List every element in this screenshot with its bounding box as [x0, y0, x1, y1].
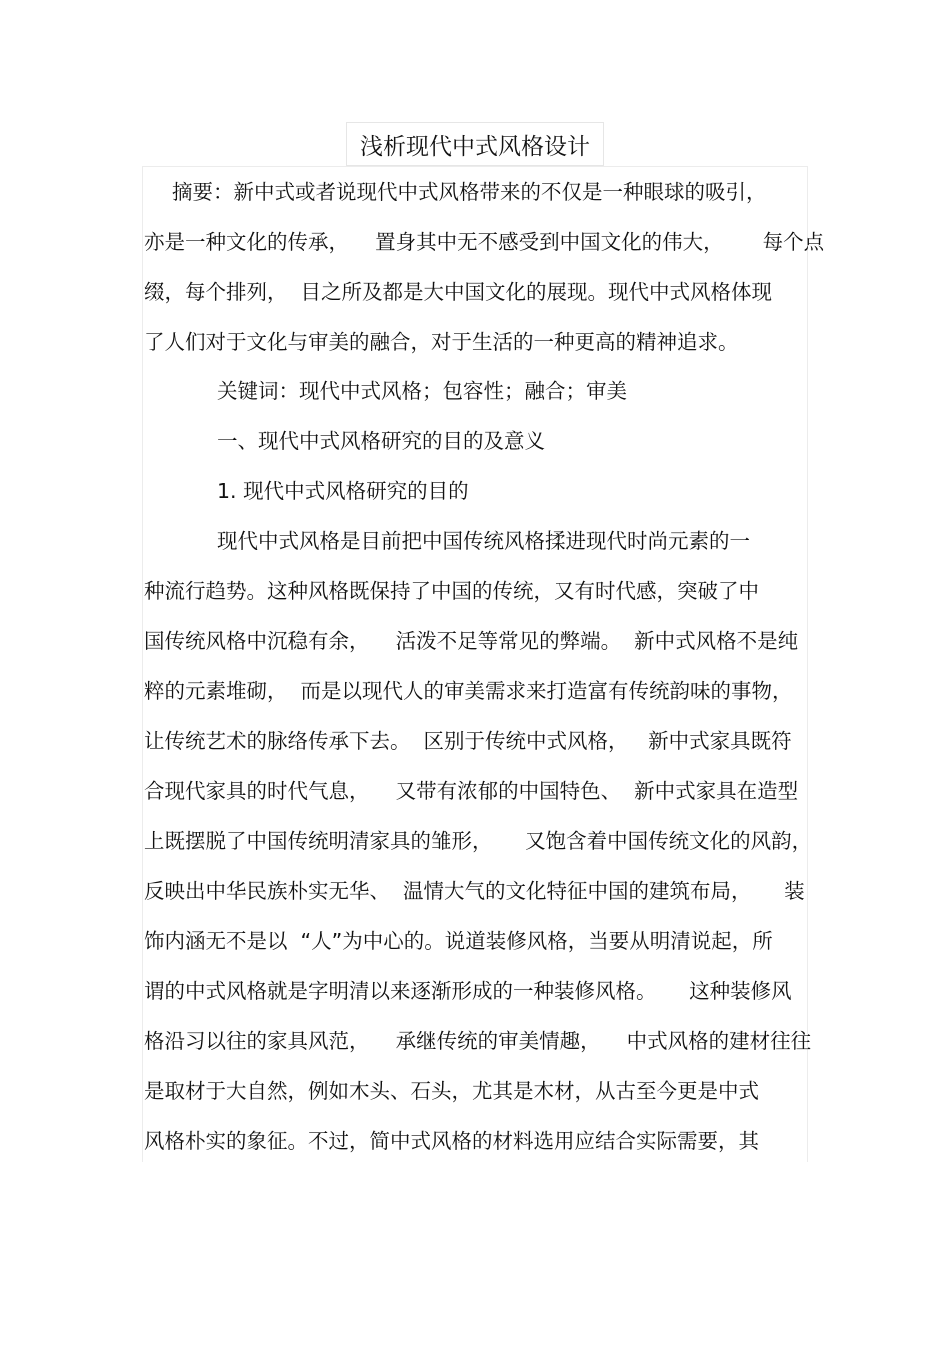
body-line-8: 反映出中华民族朴实无华、 温情大气的文化特征中国的建筑布局， 装 [144, 879, 805, 903]
body-line-13: 风格朴实的象征。不过，简中式风格的材料选用应结合实际需要，其 [144, 1129, 759, 1153]
body-line-7: 上既摆脱了中国传统明清家具的雏形， 又饱含着中国传统文化的风韵， [144, 829, 813, 853]
body-line-4: 粹的元素堆砌， 而是以现代人的审美需求来打造富有传统韵味的事物， [144, 679, 793, 703]
abstract-line-3: 缀，每个排列， 目之所及都是大中国文化的展现。现代中式风格体现 [144, 280, 773, 304]
body-line-5: 让传统艺术的脉络传承下去。 区别于传统中式风格， 新中式家具既符 [144, 729, 792, 753]
body-line-1: 现代中式风格是目前把中国传统风格揉进现代时尚元素的一 [217, 529, 750, 553]
section-heading-1: 一、现代中式风格研究的目的及意义 [217, 429, 545, 453]
body-line-2: 种流行趋势。这种风格既保持了中国的传统，又有时代感，突破了中 [144, 579, 759, 603]
abstract-line-1: 摘要：新中式或者说现代中式风格带来的不仅是一种眼球的吸引， [172, 180, 767, 204]
body-line-10: 谓的中式风格就是字明清以来逐渐形成的一种装修风格。 这种装修风 [144, 979, 792, 1003]
body-line-11: 格沿习以往的家具风范， 承继传统的审美情趣， 中式风格的建材往往 [144, 1029, 812, 1053]
abstract-line-4: 了人们对于文化与审美的融合，对于生活的一种更高的精神追求。 [144, 330, 739, 354]
subsection-heading-1-1: 1. 现代中式风格研究的目的 [217, 479, 469, 503]
body-line-9: 饰内涵无不是以 “人”为中心的。说道装修风格，当要从明清说起，所 [144, 929, 773, 953]
body-line-6: 合现代家具的时代气息， 又带有浓郁的中国特色、 新中式家具在造型 [144, 779, 799, 803]
body-line-3: 国传统风格中沉稳有余， 活泼不足等常见的弊端。 新中式风格不是纯 [144, 629, 799, 653]
keywords-line: 关键词：现代中式风格；包容性；融合；审美 [217, 379, 627, 403]
page-title: 浅析现代中式风格设计 [346, 122, 604, 166]
body-line-12: 是取材于大自然，例如木头、石头，尤其是木材，从古至今更是中式 [144, 1079, 759, 1103]
abstract-line-2: 亦是一种文化的传承， 置身其中无不感受到中国文化的伟大， 每个点 [144, 230, 825, 254]
text-frame [142, 166, 808, 1162]
